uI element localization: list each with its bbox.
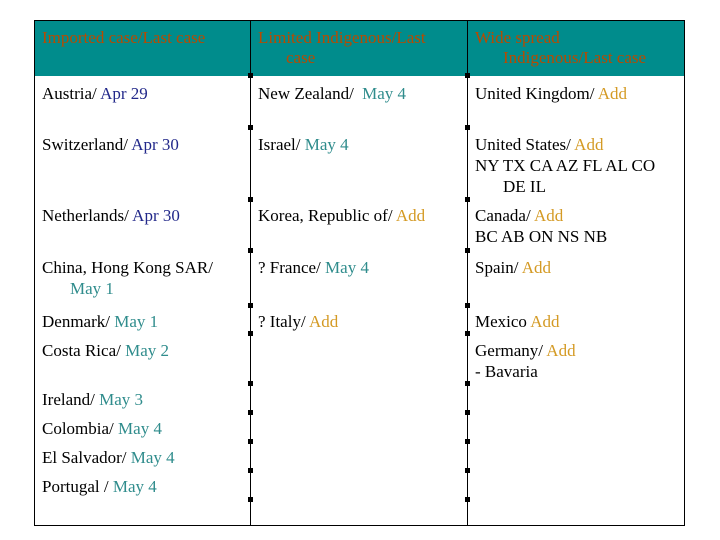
- country-name: Korea, Republic of/: [258, 206, 396, 225]
- country-name: Germany/: [475, 341, 547, 360]
- country-name: Canada/: [475, 206, 535, 225]
- border-bottom: [34, 525, 685, 526]
- cell-limited: [258, 205, 425, 226]
- row-tick: [248, 125, 253, 130]
- cell-imported: [42, 134, 179, 155]
- row-tick: [248, 410, 253, 415]
- cell-wide: [475, 83, 627, 104]
- case-date: May 4: [304, 135, 349, 154]
- country-name: El Salvador/: [42, 448, 131, 467]
- country-name: Netherlands/: [42, 206, 133, 225]
- row-tick: [465, 497, 470, 502]
- cell-imported: [42, 447, 175, 468]
- cell-wide: [475, 340, 576, 382]
- header-imported-case: Imported case/Last case: [42, 28, 206, 47]
- row-tick: [465, 439, 470, 444]
- country-name: ? France/: [258, 258, 326, 277]
- row-tick: [465, 381, 470, 386]
- row-tick: [465, 331, 470, 336]
- row-tick: [465, 248, 470, 253]
- country-name: Portugal /: [42, 477, 113, 496]
- country-name: Austria/: [42, 84, 101, 103]
- case-date: May 3: [99, 390, 144, 409]
- row-tick: [248, 331, 253, 336]
- cell-imported: [42, 418, 162, 439]
- cell-imported: [42, 257, 213, 299]
- case-date: May 4: [112, 477, 157, 496]
- country-name: Israel/: [258, 135, 305, 154]
- cell-imported: [42, 476, 157, 497]
- case-date: May 4: [362, 84, 406, 103]
- province-list: BC AB ON NS NB: [475, 227, 608, 246]
- case-date: Add: [308, 312, 339, 331]
- country-name: Ireland/: [42, 390, 100, 409]
- case-date: Add: [597, 84, 628, 103]
- column-divider-1: [250, 20, 251, 526]
- country-name: United Kingdom/: [475, 84, 598, 103]
- case-date: Apr 30: [132, 206, 180, 225]
- row-tick: [248, 303, 253, 308]
- table-header-row: [34, 20, 685, 76]
- header-limited-line1: Limited Indigenous/Last: [258, 28, 426, 47]
- cell-imported: [42, 83, 148, 104]
- row-tick: [248, 497, 253, 502]
- case-date: May 4: [118, 419, 162, 438]
- row-tick: [465, 73, 470, 78]
- row-tick: [248, 381, 253, 386]
- cell-imported: [42, 205, 180, 226]
- country-name: Costa Rica/: [42, 341, 126, 360]
- outbreak-table: [34, 20, 685, 526]
- case-date: May 2: [125, 341, 170, 360]
- case-date: May 1: [114, 312, 159, 331]
- country-name: Colombia/: [42, 419, 119, 438]
- row-tick: [248, 197, 253, 202]
- case-date: Add: [521, 258, 552, 277]
- case-date: May 4: [130, 448, 175, 467]
- country-name: United States/: [475, 135, 575, 154]
- cell-wide: [475, 257, 551, 278]
- country-name: ? Italy/: [258, 312, 309, 331]
- case-date: May 4: [325, 258, 369, 277]
- case-date: Add: [546, 341, 576, 360]
- state-list: NY TX CA AZ FL AL CO: [475, 156, 656, 175]
- cell-limited: [258, 311, 338, 332]
- country-name: Denmark/: [42, 312, 115, 331]
- cell-wide: [475, 134, 655, 197]
- header-limited-line2: case: [286, 48, 316, 67]
- row-tick: [248, 439, 253, 444]
- case-date: Add: [574, 135, 604, 154]
- case-date: Add: [395, 206, 426, 225]
- row-tick: [465, 468, 470, 473]
- border-right: [684, 20, 685, 526]
- border-top: [34, 20, 685, 21]
- country-name: Mexico: [475, 312, 531, 331]
- row-tick: [248, 468, 253, 473]
- country-name: China, Hong Kong SAR/: [42, 258, 213, 277]
- row-tick: [248, 248, 253, 253]
- row-tick: [465, 125, 470, 130]
- cell-imported: [42, 340, 169, 361]
- case-date: Add: [534, 206, 564, 225]
- column-divider-2: [467, 20, 468, 526]
- country-name: New Zealand/: [258, 84, 359, 103]
- case-date: Apr 30: [131, 135, 179, 154]
- row-tick: [248, 73, 253, 78]
- header-wide-line1: Wide spread: [475, 28, 560, 47]
- country-name: Spain/: [475, 258, 522, 277]
- cell-imported: [42, 311, 158, 332]
- header-wide-spread: [475, 28, 646, 68]
- cell-wide: [475, 311, 560, 332]
- case-date: Apr 29: [100, 84, 148, 103]
- region-list: - Bavaria: [475, 362, 538, 381]
- case-date: May 1: [70, 279, 114, 298]
- cell-imported: [42, 389, 143, 410]
- row-tick: [465, 197, 470, 202]
- state-list-cont: DE IL: [503, 177, 546, 196]
- case-date: Add: [530, 312, 560, 331]
- border-left: [34, 20, 35, 526]
- header-limited-indigenous: [258, 28, 426, 68]
- cell-limited: [258, 134, 349, 155]
- cell-wide: [475, 205, 607, 247]
- header-wide-line2: Indigenous/Last case: [503, 48, 647, 67]
- row-tick: [465, 303, 470, 308]
- cell-limited: [258, 257, 369, 278]
- row-tick: [465, 410, 470, 415]
- country-name: Switzerland/: [42, 135, 132, 154]
- cell-limited: [258, 83, 406, 104]
